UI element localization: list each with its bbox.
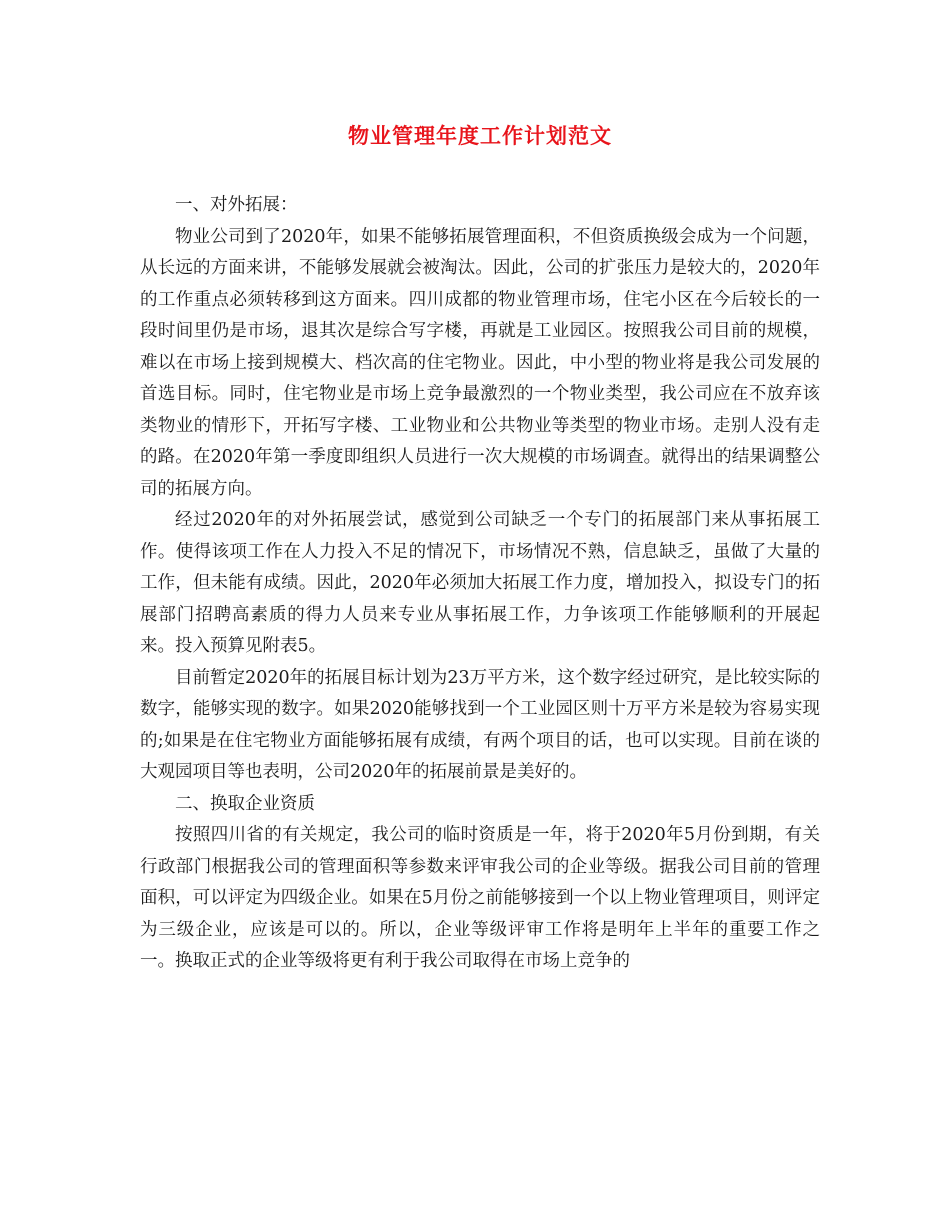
section-heading-enterprise-qualification: 二、换取企业资质: [175, 793, 315, 814]
paragraph: 按照四川省的有关规定，我公司的临时资质是一年，将于2020年5月份到期，有关行政部门根据我公司的管理面积等参数来评审我公司的企业等级。据我公司目前的管理面积，可以评定为四级企业。如果在5月份之前能够接到一个以上物业管理项目，则评定为三级企业，应该是可以的。所以，企业等级评审工作将是明年上半年的重要工作之一。换取正式的企业等级将更有利于我公司取得在市场上竞争的: [140, 825, 820, 971]
section-heading-external-expansion: 一、对外拓展：: [175, 195, 298, 215]
document-body: [140, 190, 820, 978]
paragraph: 经过2020年的对外拓展尝试，感觉到公司缺乏一个专门的拓展部门来从事拓展工作。使得该项工作在人力投入不足的情况下，市场情况不熟，信息缺乏，虽做了大量的工作，但未能有成绩。因此，2020年必须加大拓展工作力度，增加投入，拟设专门的拓展部门招聘高素质的得力人员来专业从事拓展工作，力争该项工作能够顺利的开展起来。投入预算见附表5。: [140, 510, 820, 656]
paragraph: 物业公司到了2020年，如果不能够拓展管理面积，不但资质换级会成为一个问题，从长远的方面来讲，不能够发展就会被淘汰。因此，公司的扩张压力是较大的，2020年的工作重点必须转移到这方面来。四川成都的物业管理市场，住宅小区在今后较长的一段时间里仍是市场，退其次是综合写字楼，再就是工业园区。按照我公司目前的规模，难以在市场上接到规模大、档次高的住宅物业。因此，中小型的物业将是我公司发展的首选目标。同时，住宅物业是市场上竞争最激烈的一个物业类型，我公司应在不放弃该类物业的情形下，开拓写字楼、工业物业和公共物业等类型的物业市场。走别人没有走的路。在2020年第一季度即组织人员进行一次大规模的市场调查。就得出的结果调整公司的拓展方向。: [140, 226, 820, 499]
document-title: 物业管理年度工作计划范文: [348, 124, 612, 148]
paragraph: 目前暂定2020年的拓展目标计划为23万平方米，这个数字经过研究，是比较实际的数字，能够实现的数字。如果2020能够找到一个工业园区则十万平方米是较为容易实现的;如果是在住宅物业方面能够拓展有成绩，有两个项目的话，也可以实现。目前在谈的大观园项目等也表明，公司2020年的拓展前景是美好的。: [140, 667, 820, 782]
